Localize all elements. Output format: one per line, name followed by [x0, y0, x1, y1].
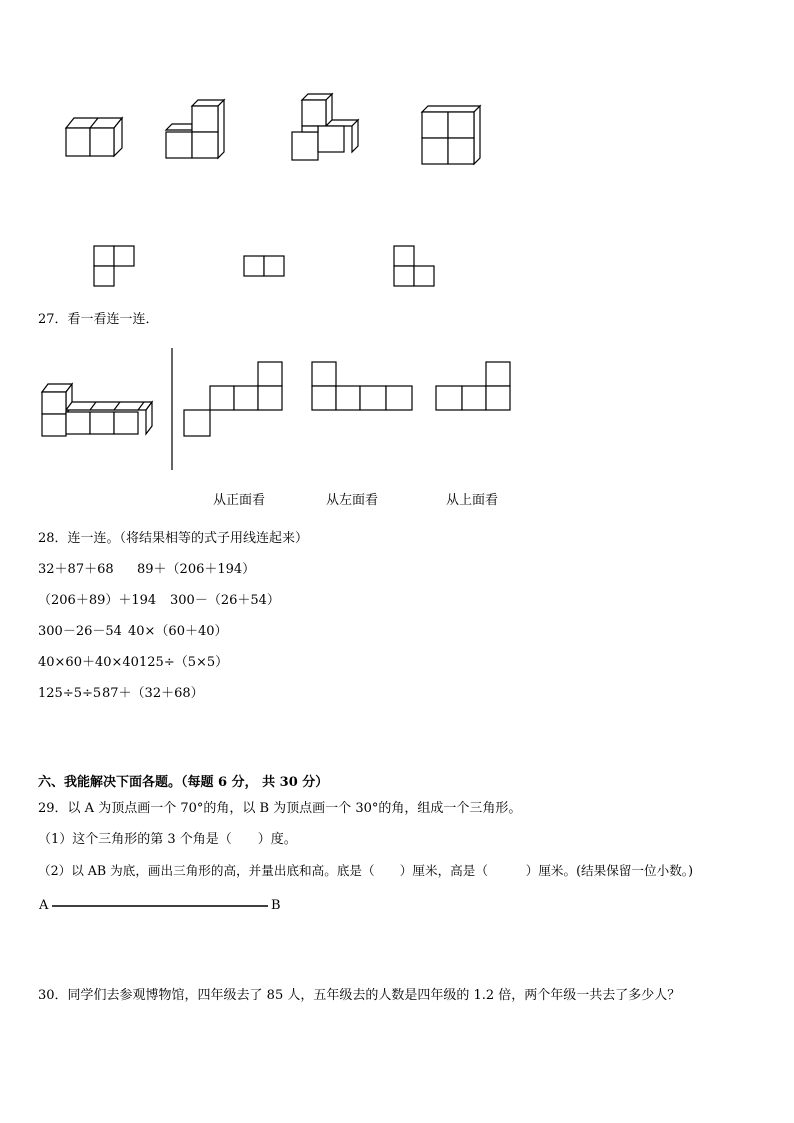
question-28-title: 28．连一连。（将结果相等的式子用线连起来）: [38, 531, 309, 546]
question-27-title: 27．看一看连一连．: [38, 312, 159, 327]
expr-right-5: 87＋（32＋68）: [102, 686, 204, 701]
divider-line: [170, 348, 174, 472]
question-30-title: 30．同学们去参观博物馆，四年级去了 85 人，五年级去的人数是四年级的 1.2 倍，两个年级一共去了多少人？: [38, 988, 681, 1003]
cube-solid-3: [288, 92, 368, 166]
expr-left-2: （206＋89）＋194: [38, 593, 157, 608]
view-shape-3: [392, 244, 438, 288]
q27-view-3: [434, 360, 516, 416]
cube-solid-2: [162, 96, 232, 164]
expr-right-2: 300－（26＋54）: [170, 593, 280, 608]
question-29-sub1: （1）这个三角形的第 3 个角是（ ）度。: [38, 832, 297, 847]
question-29-sub2: （2）以 AB 为底，画出三角形的高，并量出底和高。底是（ ）厘米，高是（ ）厘米。(结果保留一位小数。): [38, 863, 693, 878]
expr-right-4: 125÷（5×5）: [139, 655, 229, 670]
expr-left-4: 40×60＋40×40: [38, 655, 139, 670]
q27-view-1: [182, 360, 286, 440]
expr-left-1: 32＋87＋68: [38, 562, 114, 577]
view-shape-1: [92, 244, 138, 288]
segment-ab: [52, 904, 270, 908]
expr-left-5: 125÷5÷5: [38, 686, 102, 701]
view-shape-2: [242, 254, 288, 280]
cube-solid-4: [418, 102, 488, 170]
point-a-label: A: [39, 898, 49, 913]
q27-view-2: [310, 360, 416, 416]
expr-right-3: 40×（60＋40）: [128, 624, 228, 639]
question-29-title: 29．以 A 为顶点画一个 70°的角，以 B 为顶点画一个 30°的角，组成一个三角形。: [38, 801, 522, 816]
expr-right-1: 89＋（206＋194）: [137, 562, 256, 577]
q27-cube-solid: [40, 380, 158, 440]
view-label-left: 从左面看: [326, 493, 379, 508]
section-6-heading: 六、我能解决下面各题。（每题 6 分， 共 30 分）: [38, 775, 329, 790]
view-label-front: 从正面看: [213, 493, 266, 508]
point-b-label: B: [271, 898, 281, 913]
cube-solid-1: [60, 110, 130, 162]
expr-left-3: 300－26－54: [38, 624, 122, 639]
view-label-top: 从上面看: [446, 493, 499, 508]
